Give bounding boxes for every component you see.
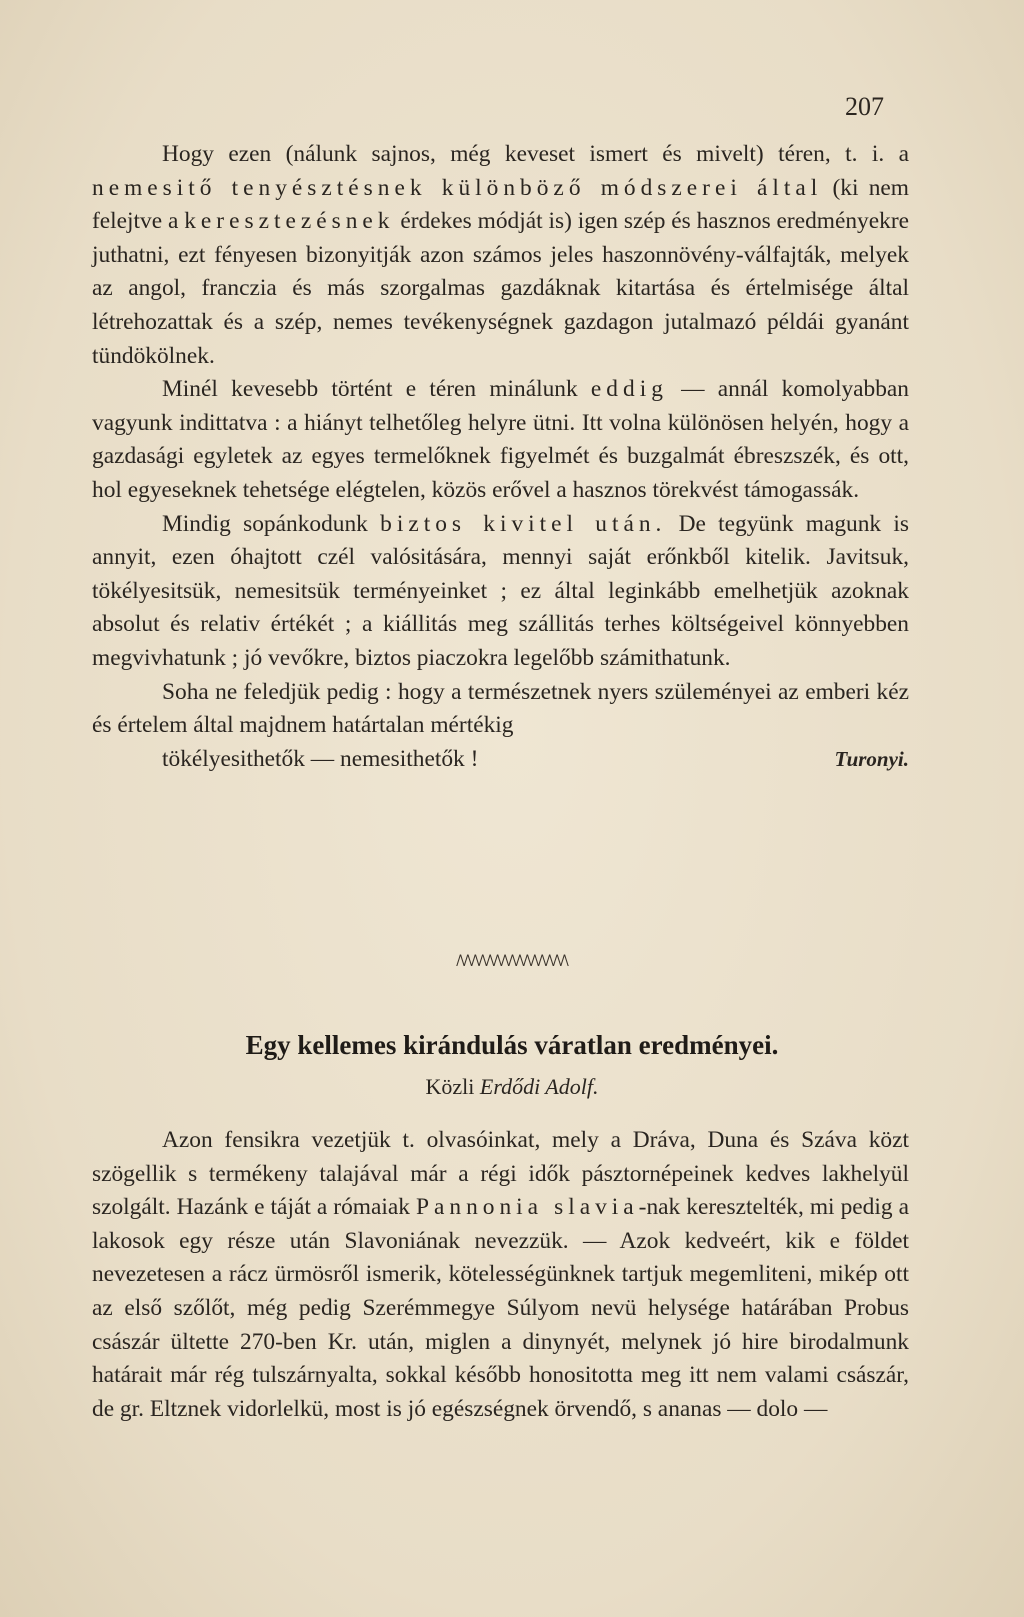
paragraph [92,508,909,676]
text-run: (ki nem felejtve a [92,174,909,235]
byline-prefix: Közli [425,1074,480,1099]
emphasized-text: biztos kivitel után. [380,510,667,537]
emphasized-text: eddig [590,376,668,403]
article-title: Egy kellemes kirándulás váratlan eredményei. [245,1030,779,1060]
page-number: 207 [845,92,884,121]
paragraph [92,373,909,507]
text-run: Azon fensikra vezetjük t. olvasóinkat, mely a Dráva, Duna és Száva közt szögellik s termékeny talajával már a régi idők pásztornépeinek kedves lakhelyül szolgált. Hazánk e táját a rómaiak [92,1127,909,1221]
paragraph [92,676,909,743]
text-run: érdekes módját is) igen szép és hasznos eredményekre juthatni, ezt fényesen bizonyitják azon számos jeles haszonnövény-válfajták, melyek az angol, franczia és más szorgalmas gazdáknak kitartása és értelmisége által létrehozattak és a szép, nemes tevékenységnek gazdagon jutalmazó példái gyanánt tündökölnek. [92,208,909,369]
text-run: — annál komolyabban vagyunk indittatva : a hiányt telhetőleg helyre ütni. Itt volna különösen helyén, hogy a gazdasági egyletek az egyes termelőknek figyelmét és buzgalmát ébreszszék, és ott, hol egyeseknek tehetsége elégtelen, közös erővel a hasznos törekvést támogassák. [92,376,909,503]
text-run: Soha ne feledjük pedig : hogy a természetnek nyers szüleményei az emberi kéz és értelem által majdnem határtalan mértékig [92,678,909,739]
byline-author: Erdődi Adolf. [479,1074,599,1099]
article-byline [0,1074,1024,1100]
text-run: Minél kevesebb történt e téren minálunk [162,376,591,403]
text-run: Mindig sopánkodunk [162,510,381,537]
emphasized-text: nemesitő tenyésztésnek különböző módszerei által [92,174,823,201]
text-run: De tegyünk magunk is annyit, ezen óhajtott czél valósitására, mennyi saját erőnkből kitelik. Javitsuk, tökélyesitsük, nemesitsük terményeinket ; ez által leginkább emelhetjük azoknak absolut és relativ értékét ; a kiállitás meg szállitás terhes költségeivel könnyebben megvivhatunk ; jó vevőkre, biztos piaczokra legelőbb számithatunk. [92,510,909,671]
emphasized-text: Pannonia slavia [416,1194,639,1221]
author-signature: Turonyi. [834,746,909,771]
text-run: -nak keresztelték, mi pedig a lakosok egy része után Slavoniának nevezzük. — Azok kedveért, kik e földet nevezetesen a rácz ürmösről ismerik, kötelességünknek tartjuk megemliteni, mikép ott az első szőlőt, még pedig Szerémmegye Súlyom nevü helysége határában Probus császár ültette 270-ben Kr. után, miglen a dinynyét, melynek jó hire birodalmunk határait már rég tulszárnyalta, sokkal később honositotta meg itt nem valami császár, de gr. Eltznek vidorlelkü, most is jó egészségnek örvendő, s ananas — dolo — [92,1194,910,1422]
section-divider-ornament: /\/\/\/\/\/\/\/\/\/\/\/\/\/\/\ [456,953,568,969]
article-body [92,1124,909,1426]
paragraph [92,138,909,373]
continued-text [92,138,909,776]
text-run: Hogy ezen (nálunk sajnos, még keveset ismert és mivelt) téren, t. i. a [162,141,909,167]
closing-line [92,743,909,777]
paragraph [92,1124,909,1426]
text-run: tökélyesithetők — nemesithetők ! [162,745,479,772]
emphasized-text: keresztezésnek [184,208,395,235]
